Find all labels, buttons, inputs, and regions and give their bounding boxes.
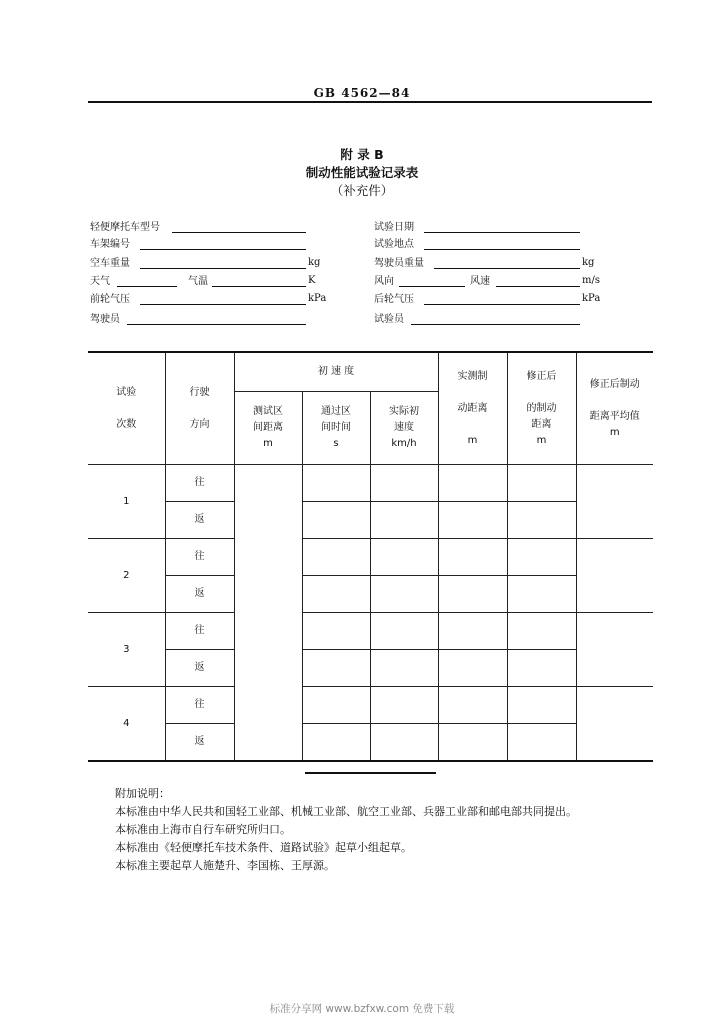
measured-cell <box>438 724 507 762</box>
average-cell <box>576 539 653 613</box>
brake-test-record-table <box>88 351 653 762</box>
sub-distance-unit: m <box>263 438 273 449</box>
sub-time-text-2: 间时间 <box>321 422 351 433</box>
col-trial-text-2: 次数 <box>116 418 137 430</box>
form-title: 制动性能试验记录表 <box>305 165 419 180</box>
speed-cell <box>370 465 438 502</box>
distance-merged-cell <box>234 465 302 762</box>
col-corrected-header <box>507 352 576 465</box>
measured-cell <box>438 502 507 539</box>
corrected-cell <box>507 724 576 762</box>
header-rule <box>88 101 652 103</box>
title-block <box>0 146 724 200</box>
measured-cell <box>438 465 507 502</box>
table-row <box>88 724 653 762</box>
table-row <box>88 613 653 650</box>
table-row <box>88 465 653 502</box>
corrected-cell <box>507 687 576 724</box>
col-corrected-unit: m <box>536 434 547 446</box>
trial-number: 1 <box>88 465 165 539</box>
direction-back: 返 <box>165 576 234 613</box>
frame-no-label: 车架编号 <box>90 239 130 250</box>
measured-cell <box>438 687 507 724</box>
col-corrected-text-2: 的制动 <box>526 402 557 414</box>
weather-line <box>117 286 177 287</box>
notes-heading: 附加说明： <box>115 787 170 800</box>
corrected-cell <box>507 613 576 650</box>
notes-line-2: 本标准由上海市自行车研究所归口。 <box>115 823 291 836</box>
col-direction-header <box>165 352 234 465</box>
sub-speed-header <box>370 392 438 465</box>
speed-cell <box>370 613 438 650</box>
time-cell <box>302 502 370 539</box>
speed-cell <box>370 724 438 762</box>
col-measured-text-2: 动距离 <box>457 402 488 414</box>
rear-pressure-line <box>424 304 580 305</box>
test-site-line <box>424 249 580 250</box>
measured-cell <box>438 650 507 687</box>
time-cell <box>302 724 370 762</box>
table-row <box>88 687 653 724</box>
average-cell <box>576 687 653 762</box>
front-pressure-line <box>140 304 306 305</box>
rider-label: 驾驶员 <box>90 314 120 325</box>
speed-cell <box>370 687 438 724</box>
standard-code: GB 4562—84 <box>313 86 411 100</box>
col-measured-unit: m <box>467 434 478 446</box>
corrected-cell <box>507 650 576 687</box>
wind-direction-label: 风向 <box>374 276 394 287</box>
temperature-unit: K <box>308 275 316 286</box>
col-corrected-text-3: 距离 <box>531 418 552 430</box>
front-pressure-label: 前轮气压 <box>90 294 130 305</box>
test-date-label: 试验日期 <box>374 222 414 233</box>
corrected-cell <box>507 502 576 539</box>
sub-distance-text-1: 测试区 <box>253 406 283 417</box>
end-separator-rule <box>305 772 436 774</box>
notes-line-3: 本标准由《轻便摩托车技术条件、道路试验》起草小组起草。 <box>115 841 412 854</box>
speed-cell <box>370 539 438 576</box>
measured-cell <box>438 576 507 613</box>
col-trial-text-1: 试验 <box>116 386 137 398</box>
sub-speed-unit: km/h <box>391 438 417 449</box>
notes-line-1: 本标准由中华人民共和国轻工业部、机械工业部、航空工业部、兵器工业部和邮电部共同提出。 <box>115 805 577 818</box>
model-label: 轻便摩托车型号 <box>90 222 160 233</box>
col-direction-text-2: 方向 <box>189 418 210 430</box>
temperature-line <box>212 286 306 287</box>
speed-cell <box>370 502 438 539</box>
average-cell <box>576 465 653 539</box>
direction-go: 往 <box>165 539 234 576</box>
col-average-header <box>576 352 653 465</box>
speed-cell <box>370 576 438 613</box>
sub-time-header <box>302 392 370 465</box>
col-average-text-1: 修正后制动 <box>589 378 640 390</box>
tester-label: 试验员 <box>374 314 404 325</box>
col-init-speed-header: 初 速 度 <box>234 352 438 392</box>
tester-line <box>411 324 580 325</box>
col-measured-header <box>438 352 507 465</box>
temperature-label: 气温 <box>188 276 208 287</box>
time-cell <box>302 613 370 650</box>
test-site-label: 试验地点 <box>374 239 414 250</box>
trial-number: 4 <box>88 687 165 762</box>
test-date-line <box>424 232 580 233</box>
time-cell <box>302 465 370 502</box>
col-direction-text-1: 行驶 <box>189 386 210 398</box>
footer-watermark: 标准分享网 www.bzfxw.com 免费下载 <box>269 1003 455 1015</box>
wind-speed-unit: m/s <box>582 275 600 286</box>
wind-speed-line <box>496 286 580 287</box>
empty-weight-label: 空车重量 <box>90 258 130 269</box>
header-row-1 <box>88 352 653 392</box>
direction-back: 返 <box>165 650 234 687</box>
col-average-unit: m <box>609 426 620 438</box>
rider-weight-label: 驾驶员重量 <box>374 258 424 269</box>
sub-time-text-1: 通过区 <box>321 406 351 417</box>
sub-distance-header <box>234 392 302 465</box>
col-corrected-text-1: 修正后 <box>526 370 557 382</box>
frame-no-line <box>140 249 306 250</box>
notes-line-4: 本标准主要起草人施楚升、李国栋、王厚源。 <box>115 859 335 872</box>
rider-weight-unit: kg <box>582 257 595 268</box>
table-row <box>88 502 653 539</box>
measured-cell <box>438 539 507 576</box>
front-pressure-unit: kPa <box>308 293 327 304</box>
model-line <box>172 232 306 233</box>
col-average-text-2: 距离平均值 <box>589 410 640 422</box>
wind-direction-line <box>399 286 465 287</box>
form-subtitle: （补充件） <box>330 183 394 198</box>
rider-line <box>127 324 306 325</box>
table-row <box>88 539 653 576</box>
direction-back: 返 <box>165 502 234 539</box>
table-row <box>88 650 653 687</box>
direction-go: 往 <box>165 465 234 502</box>
rear-pressure-label: 后轮气压 <box>374 294 414 305</box>
time-cell <box>302 576 370 613</box>
average-cell <box>576 613 653 687</box>
time-cell <box>302 687 370 724</box>
speed-cell <box>370 650 438 687</box>
corrected-cell <box>507 465 576 502</box>
trial-number: 3 <box>88 613 165 687</box>
trial-number: 2 <box>88 539 165 613</box>
rider-weight-line <box>434 268 580 269</box>
direction-go: 往 <box>165 613 234 650</box>
empty-weight-line <box>140 268 306 269</box>
rear-pressure-unit: kPa <box>582 293 601 304</box>
corrected-cell <box>507 539 576 576</box>
direction-go: 往 <box>165 687 234 724</box>
sub-speed-text-1: 实际初 <box>389 406 419 417</box>
col-trial-header <box>88 352 165 465</box>
sub-speed-text-2: 速度 <box>394 422 414 433</box>
additional-notes <box>115 785 577 875</box>
time-cell <box>302 539 370 576</box>
appendix-title: 附 录 B <box>340 147 384 162</box>
col-measured-text-1: 实测制 <box>457 370 488 382</box>
table-row <box>88 576 653 613</box>
sub-distance-text-2: 间距离 <box>253 422 283 433</box>
corrected-cell <box>507 576 576 613</box>
empty-weight-unit: kg <box>308 257 321 268</box>
time-cell <box>302 650 370 687</box>
measured-cell <box>438 613 507 650</box>
sub-time-unit: s <box>333 438 339 449</box>
wind-speed-label: 风速 <box>470 276 490 287</box>
direction-back: 返 <box>165 724 234 762</box>
weather-label: 天气 <box>90 276 110 287</box>
